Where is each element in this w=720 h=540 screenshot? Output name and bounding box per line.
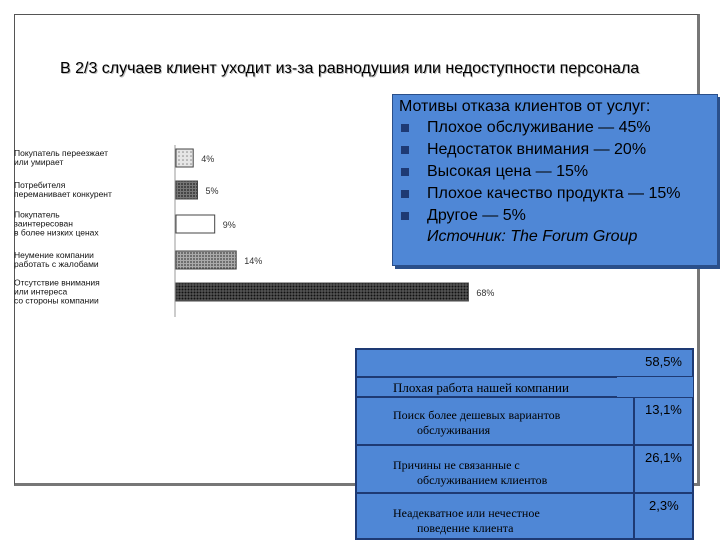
top-value: 58,5% xyxy=(645,354,682,369)
bar-value-label: 4% xyxy=(201,154,215,164)
row-label-line: обслуживанием клиентов xyxy=(417,473,548,487)
header-cell xyxy=(356,377,617,397)
motive-item-text: Другое — 5% xyxy=(427,207,526,224)
motives-source: Источник: The Forum Group xyxy=(427,228,638,245)
row-value: 2,3% xyxy=(649,498,679,513)
row-label-line: Причины не связанные с xyxy=(393,458,520,472)
motives-heading: Мотивы отказа клиентов от услуг: xyxy=(399,98,651,115)
reasons-bar-chart xyxy=(10,135,510,325)
row-value-cell xyxy=(634,397,693,445)
bar-category-label: Неумение компании работать с жалобами xyxy=(14,250,99,269)
motive-item-text: Плохое обслуживание — 45% xyxy=(427,119,651,136)
header-label: Плохая работа нашей компании xyxy=(393,380,569,395)
bar-3 xyxy=(176,215,215,233)
bar-value-label: 9% xyxy=(222,220,236,230)
bar-2 xyxy=(176,181,198,199)
top-value-cell xyxy=(356,349,693,377)
row-label-line: поведение клиента xyxy=(417,521,514,535)
bar-category-label: Покупатель заинтересован в более низких ценах xyxy=(14,209,99,238)
non-return-reasons-box xyxy=(355,348,694,540)
motive-item-text: Плохое качество продукта — 15% xyxy=(427,185,681,202)
row-label-cell xyxy=(356,397,634,445)
row-label-line: Неадекватное или нечестное xyxy=(393,506,540,520)
slide-title: В 2/3 случаев клиент уходит из-за равнодушия или недоступности персонала xyxy=(60,60,640,77)
bar-value-label: 5% xyxy=(205,186,219,196)
row-value-cell xyxy=(634,493,693,539)
bar-5 xyxy=(176,283,468,301)
row-value-cell xyxy=(634,445,693,493)
bar-value-label: 68% xyxy=(476,288,495,298)
row-value: 13,1% xyxy=(645,402,682,417)
bar-category-label: Отсутствие внимания или интереса со стороны компании xyxy=(14,277,100,306)
motive-item-text: Недостаток внимания — 20% xyxy=(427,141,647,158)
bar-1 xyxy=(176,149,193,167)
row-value: 26,1% xyxy=(645,450,682,465)
bar-value-label: 14% xyxy=(244,256,263,266)
bar-4 xyxy=(176,251,236,269)
row-label-cell xyxy=(356,493,634,539)
square-bullet-icon xyxy=(401,124,409,132)
row-label-cell xyxy=(356,445,634,493)
motive-item-text: Высокая цена — 15% xyxy=(427,163,589,180)
bar-category-label: Покупатель переезжает или умирает xyxy=(14,148,109,167)
row-label-line: обслуживания xyxy=(417,423,491,437)
bar-category-label: Потребителя переманивает конкурент xyxy=(14,180,112,199)
row-label-line: Поиск более дешевых вариантов xyxy=(393,408,561,422)
